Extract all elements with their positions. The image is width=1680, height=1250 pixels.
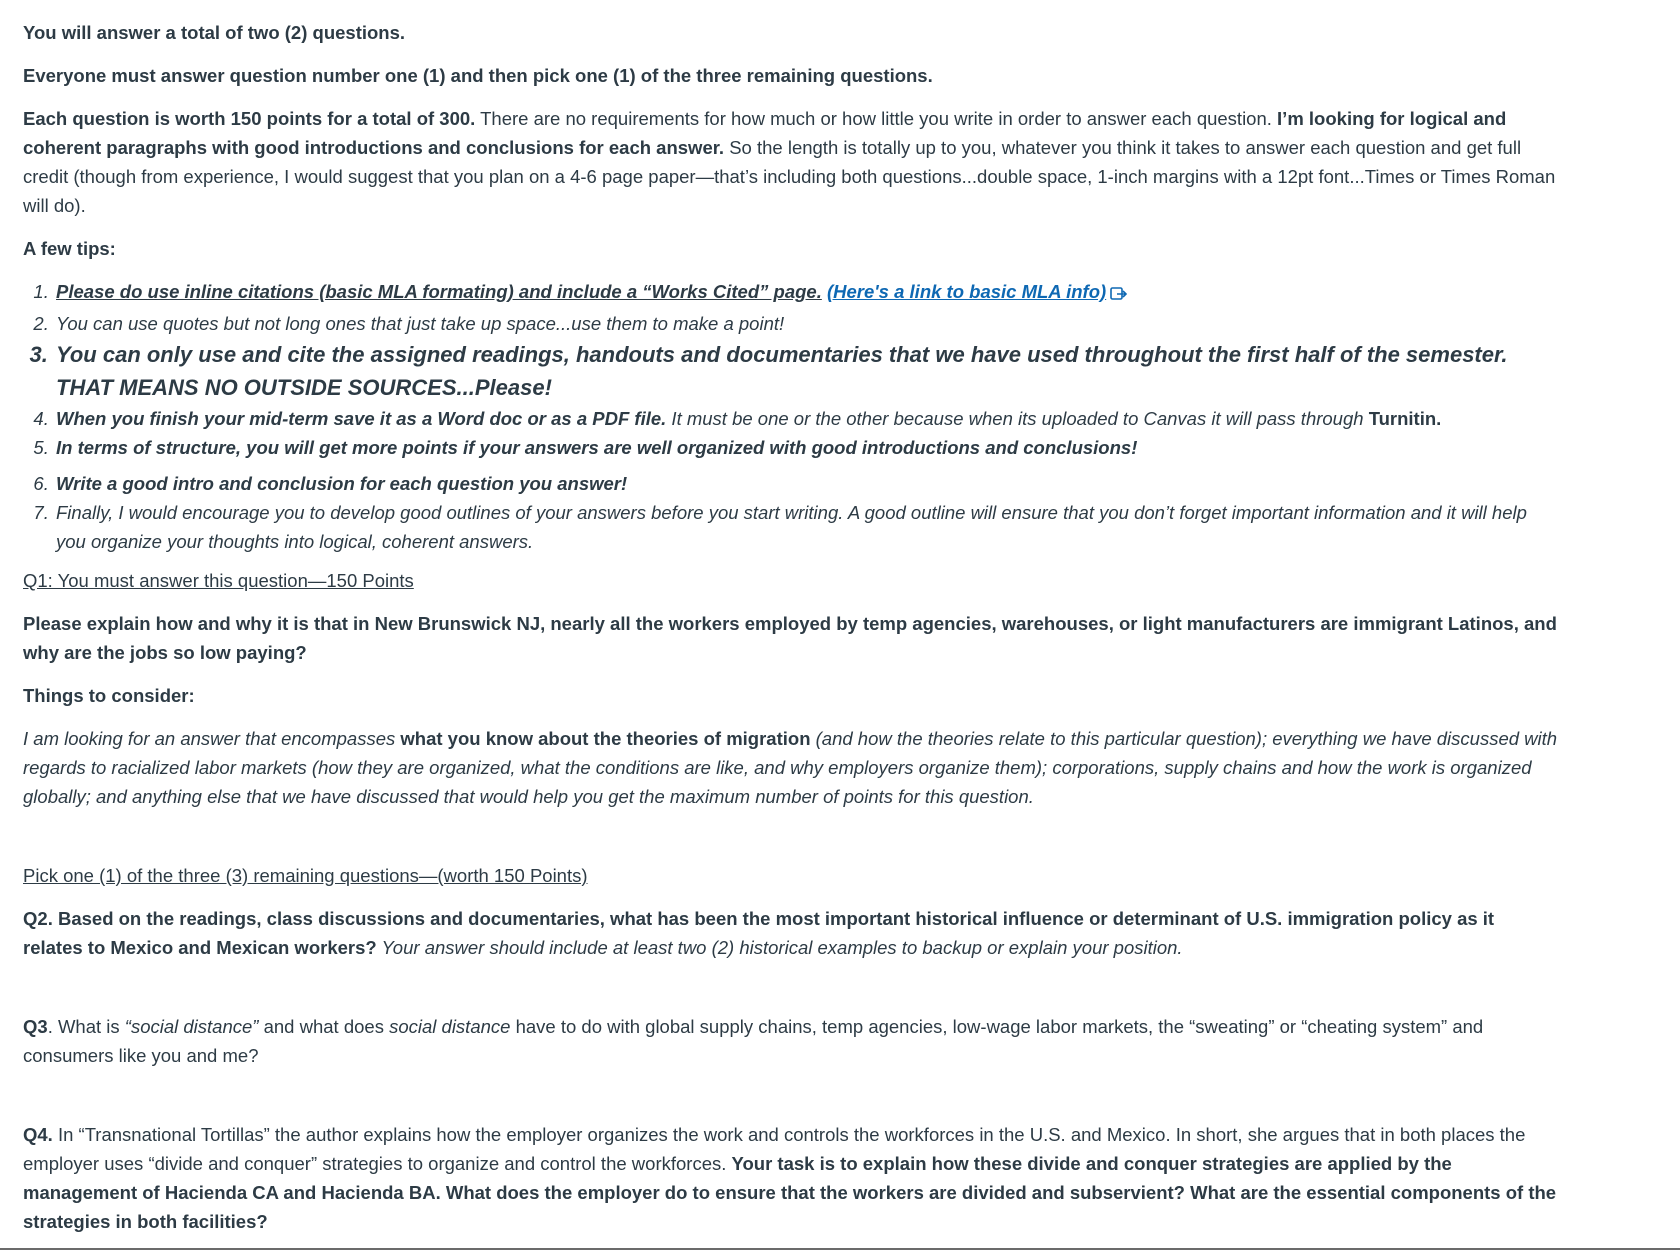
spacer [23,825,1558,861]
tip-3: 3. You can only use and cite the assigned readings, handouts and documentaries that we have used throughout the first half of the semester. THAT MEANS NO OUTSIDE SOURCES...Please! [54,338,1558,404]
mla-info-link[interactable]: (Here's a link to basic MLA info) [826,281,1107,302]
tip-4: 4. When you finish your mid-term save it as a Word doc or as a PDF file. It must be one or the other because when its uploaded to Canvas it will pass through Turnitin. [54,404,1558,433]
external-link-icon[interactable] [1110,280,1128,309]
spacer [23,1084,1558,1120]
tips-heading: A few tips: [23,238,116,259]
q4-question: Q4. In “Transnational Tortillas” the author explains how the employer organizes the work and controls the workforces in the U.S. and Mexico. In short, she argues that in both places the employer uses “divide and conquer” strategies to organize and control the workforces. Your task is to explain how these divide and conquer strategies are applied by the management of Hacienda CA and Hacienda BA. What does the employer do to ensure that the workers are divided and subservient? What are the essential components of the strategies in both facilities? [23,1124,1557,1232]
q1-consider-text: I am looking for an answer that encompasses what you know about the theories of migration (and how the theories relate to this particular question); everything we have discussed with regards to racialized labor markets (how they are organized, what the conditions are like, and why employers organize them); corporations, supply chains and how the work is organized globally; and anything else that we have discussed that would help you get the maximum number of points for this question. [23,728,1558,807]
assignment-content [23,18,1558,1250]
intro-paragraph: Each question is worth 150 points for a total of 300. There are no requirements for how much or how little you write in order to answer each question. I’m looking for logical and coherent paragraphs with good introductions and conclusions for each answer. So the length is totally up to you, whatever you think it takes to answer each question and get full credit (though from experience, I would suggest that you plan on a 4-6 page paper—that’s including both questions...double space, 1-inch margins with a 12pt font...Times or Times Roman will do). [23,108,1556,216]
tips-list [23,277,1558,556]
spacer [23,976,1558,1012]
q1-question: Please explain how and why it is that in New Brunswick NJ, nearly all the workers employed by temp agencies, warehouses, or light manufacturers are immigrant Latinos, and why are the jobs so low paying? [23,613,1557,663]
tip-5: 5. In terms of structure, you will get more points if your answers are well organized with good introductions and conclusions! [54,433,1558,469]
pick-heading: Pick one (1) of the three (3) remaining questions—(worth 150 Points) [23,865,588,886]
intro-line-2: Everyone must answer question number one (1) and then pick one (1) of the three remaining questions. [23,65,933,86]
q1-heading: Q1: You must answer this question—150 Points [23,570,414,591]
intro-line-1: You will answer a total of two (2) questions. [23,22,406,43]
tip-7: 7. Finally, I would encourage you to develop good outlines of your answers before you start writing. A good outline will ensure that you don’t forget important information and it will help you organize your thoughts into logical, coherent answers. [54,498,1558,556]
tip-6: 6. Write a good intro and conclusion for each question you answer! [54,469,1558,498]
tip-2: 2. You can use quotes but not long ones that just take up space...use them to make a point! [54,309,1558,338]
q3-question: Q3. What is “social distance” and what does social distance have to do with global supply chains, temp agencies, low-wage labor markets, the “sweating” or “cheating system” and consumers like you and me? [23,1016,1484,1066]
q1-consider-heading: Things to consider: [23,685,195,706]
tip-1: 1. Please do use inline citations (basic MLA formating) and include a “Works Cited” page. (Here's a link to basic MLA info) [54,277,1558,309]
q2-question: Q2. Based on the readings, class discussions and documentaries, what has been the most important historical influence or determinant of U.S. immigration policy as it relates to Mexico and Mexican workers? Your answer should include at least two (2) historical examples to backup or explain your position. [23,908,1495,958]
